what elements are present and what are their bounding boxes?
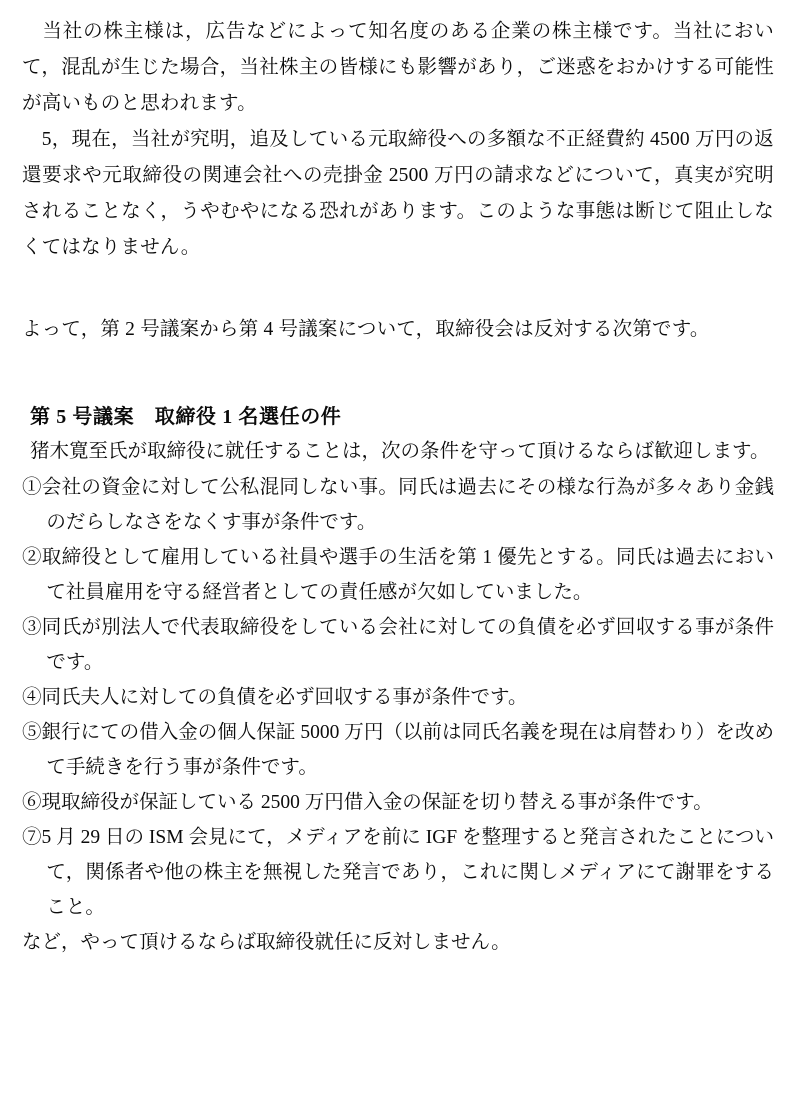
paragraph-board-opposition: よって，第 2 号議案から第 4 号議案について，取締役会は反対する次第です。: [22, 319, 710, 340]
paragraph-shareholders: 当社の株主様は，広告などによって知名度のある企業の株主様です。当社において，混乱が生じた場合，当社株主の皆様にも影響があり，ご迷惑をおかけする可能性が高いものと思われます。: [22, 21, 774, 114]
section-heading-proposal-5: 第 5 号議案 取締役 1 名選任の件: [30, 406, 342, 428]
list-item: ⑥現取締役が保証している 2500 万円借入金の保証を切り替える事が条件です。: [22, 792, 713, 813]
list-item: ⑦5 月 29 日の ISM 会見にて，メディアを前に IGF を整理すると発言されたことについて，関係者や他の株主を無視した発言であり，これに関しメディアにて謝罪をすること。: [22, 827, 774, 918]
spacer-2: [22, 348, 774, 400]
spacer-1: [22, 266, 774, 312]
list-item: ③同氏が別法人で代表取締役をしている会社に対しての負債を必ず回収する事が条件です。: [22, 617, 774, 673]
paragraph-item-5: 5，現在，当社が究明，追及している元取締役への多額な不正経費約 4500 万円の返還要求や元取締役の関連会社への売掛金 2500 万円の請求などについて，真実が究明されることなく，うやむやになる恐れがあります。このような事態は断じて阻止しなくてはなりません。: [22, 129, 774, 258]
list-item: ⑤銀行にての借入金の個人保証 5000 万円（以前は同氏名義を現在は肩替わり）を改めて手続きを行う事が条件です。: [22, 722, 774, 778]
list-item: ①会社の資金に対して公私混同しない事。同氏は過去にその様な行為が多々あり金銭のだらしなさをなくす事が条件です。: [22, 477, 774, 533]
closing-text: など，やって頂けるならば取締役就任に反対しません。: [22, 932, 511, 953]
conditions-list: [22, 470, 774, 925]
list-item: ④同氏夫人に対しての負債を必ず回収する事が条件です。: [22, 687, 528, 708]
proposal-lead-text: 猪木寛至氏が取締役に就任することは，次の条件を守って頂けるならば歓迎します。: [30, 441, 770, 462]
list-item: ②取締役として雇用している社員や選手の生活を第 1 優先とする。同氏は過去において社員雇用を守る経営者としての責任感が欠如していました。: [22, 547, 774, 603]
